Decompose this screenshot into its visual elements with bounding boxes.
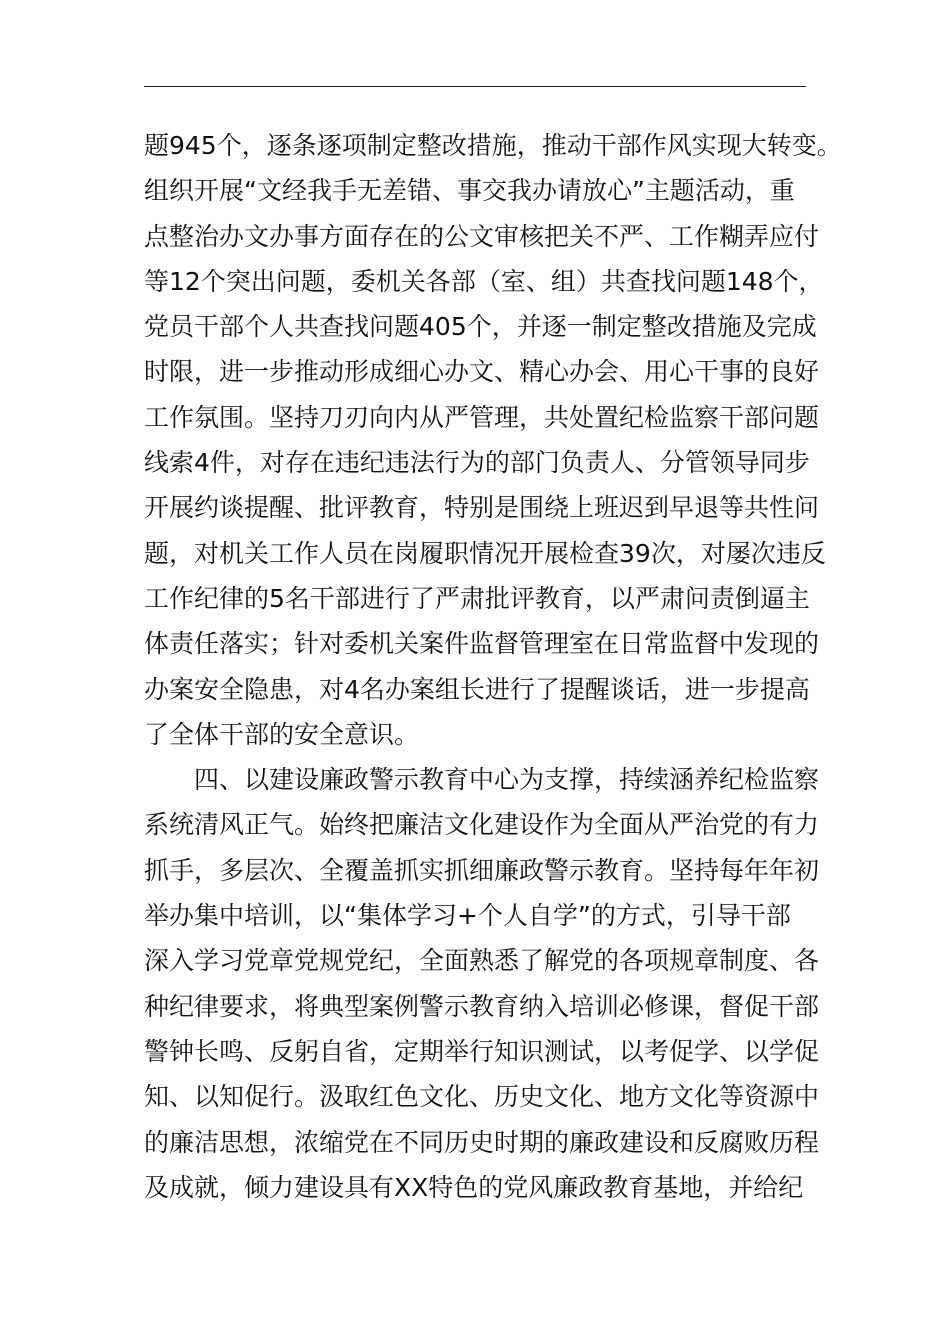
text-line: 工作氛围。坚持刀刃向内从严管理，共处置纪检监察干部问题 <box>144 402 820 432</box>
body-text <box>144 123 842 1210</box>
text-line: 系统清风正气。始终把廉洁文化建设作为全面从严治党的有力 <box>144 810 820 840</box>
text-line: 工作纪律的5名干部进行了严肃批评教育，以严肃问责倒逼主 <box>144 583 810 613</box>
text-line: 了全体干部的安全意识。 <box>144 719 420 749</box>
text-line: 体责任落实；针对委机关案件监督管理室在日常监督中发现的 <box>144 629 820 659</box>
text-line: 时限，进一步推动形成细心办文、精心办会、用心干事的良好 <box>144 357 820 387</box>
text-line: 题，对机关工作人员在岗履职情况开展检查39次，对屡次违反 <box>144 538 826 568</box>
text-line: 的廉洁思想，浓缩党在不同历史时期的廉政建设和反腐败历程 <box>144 1127 820 1157</box>
text-line: 线索4件，对存在违纪违法行为的部门负责人、分管领导同步 <box>144 448 810 478</box>
text-line: 及成就，倾力建设具有XX特色的党风廉政教育基地，并给纪 <box>144 1172 804 1202</box>
text-line: 等12个突出问题，委机关各部（室、组）共查找问题148个， <box>144 266 824 296</box>
text-line: 抓手，多层次、全覆盖抓实抓细廉政警示教育。坚持每年年初 <box>144 855 820 885</box>
header-rule <box>144 86 806 87</box>
text-line: 点整治办文办事方面存在的公文审核把关不严、工作糊弄应付 <box>144 221 820 251</box>
text-line: 种纪律要求，将典型案例警示教育纳入培训必修课，督促干部 <box>144 991 820 1021</box>
text-line: 举办集中培训，以“集体学习+个人自学”的方式，引导干部 <box>144 901 791 931</box>
text-line: 开展约谈提醒、批评教育，特别是围绕上班迟到早退等共性问 <box>144 493 820 523</box>
text-line: 知、以知促行。汲取红色文化、历史文化、地方文化等资源中 <box>144 1082 820 1112</box>
text-line: 警钟长鸣、反躬自省，定期举行知识测试，以考促学、以学促 <box>144 1036 820 1066</box>
text-line: 办案安全隐患，对4名办案组长进行了提醒谈话，进一步提高 <box>144 674 810 704</box>
text-line: 党员干部个人共查找问题405个，并逐一制定整改措施及完成 <box>144 312 817 342</box>
section-heading-line: 四、以建设廉政警示教育中心为支撑，持续涵养纪检监察 <box>194 765 820 795</box>
text-line: 题945个，逐条逐项制定整改措施，推动干部作风实现大转变。 <box>144 131 842 160</box>
text-line: 深入学习党章党规党纪，全面熟悉了解党的各项规章制度、各 <box>144 946 820 976</box>
text-line: 组织开展“文经我手无差错、事交我办请放心”主题活动，重 <box>144 176 795 206</box>
